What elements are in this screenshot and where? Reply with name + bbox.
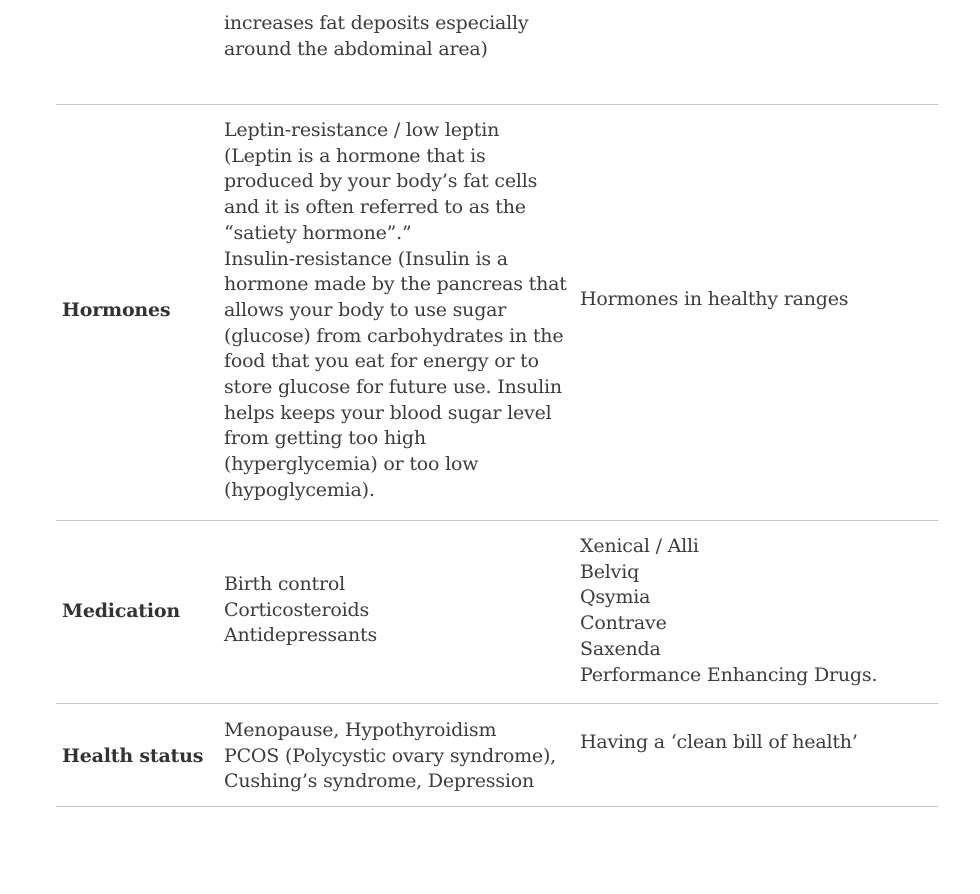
text-line: Leptin-resistance / low leptin [224,119,500,141]
text-line: Antidepressants [224,624,378,647]
text-line: Saxenda [580,637,661,660]
text-line: hormone made by the pancreas that [224,273,567,296]
text-line: Insulin-resistance (Insulin is a [224,247,508,270]
text-line: (Leptin is a hormone that is [224,144,486,167]
text-line: Performance Enhancing Drugs. [580,663,878,686]
text-line: Cushing’s syndrome, Depression [224,770,535,793]
text-line: Belviq [580,560,640,583]
text-line: Corticosteroids [224,598,369,621]
row-label-medication: Medication [62,600,180,622]
text-line: helps keeps your blood sugar level [224,401,552,424]
health-cause-text [224,718,556,795]
text-line: store glucose for future use. Insulin [224,376,562,399]
row-divider [56,520,938,521]
text-line: Xenical / Alli [580,535,699,557]
row-label-hormones: Hormones [62,299,171,321]
text-line: food that you eat for energy or to [224,350,539,373]
row-label-health-status: Health status [62,745,204,767]
text-line: Menopause, Hypothyroidism [224,719,497,741]
health-solution-text [580,730,858,756]
text-line: Birth control [224,573,345,595]
medication-cause-text [224,572,377,649]
hormones-solution-text [580,287,848,313]
text-line: (hyperglycemia) or too low [224,453,479,476]
text-line: from getting too high [224,427,426,450]
text-line: Hormones in healthy ranges [580,288,849,310]
text-line: increases fat deposits especially [224,12,529,34]
text-line: around the abdominal area) [224,37,488,60]
row-divider [56,703,938,704]
text-line: allows your body to use sugar [224,298,507,321]
text-line: (glucose) from carbohydrates in the [224,324,564,347]
text-line: (hypoglycemia). [224,478,375,501]
row-divider [56,104,938,105]
text-line: and it is often referred to as the [224,196,526,219]
text-line: Contrave [580,612,667,635]
row-divider [56,806,938,807]
text-line: produced by your body’s fat cells [224,170,538,193]
text-line: PCOS (Polycystic ovary syndrome), [224,744,557,767]
text-line: “satiety hormone”.” [224,221,412,244]
hormones-cause-text [224,118,567,504]
text-line: Qsymia [580,586,651,609]
medication-solution-text [580,534,877,688]
text-line: Having a ‘clean bill of health’ [580,731,858,753]
row0-cause-text [224,11,528,62]
